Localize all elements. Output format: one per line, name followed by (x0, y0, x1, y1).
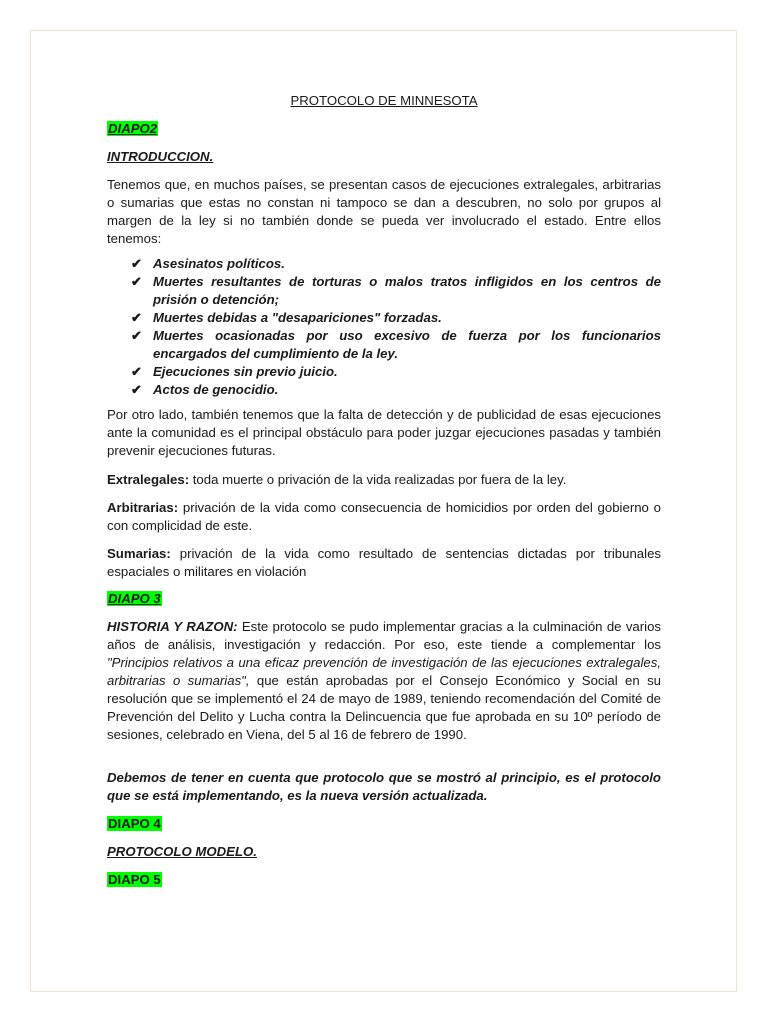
definition-arbitrarias (107, 499, 661, 535)
def-arbitrarias: privación de la vida como consecuencia de homicidios por orden del gobierno o con complicidad de este. (107, 500, 661, 533)
checkmark-icon: ✔ (131, 274, 143, 289)
list-item: ✔ Actos de genocidio. (131, 382, 279, 397)
diapo2-label: DIAPO2 (108, 121, 158, 136)
document-title: PROTOCOLO DE MINNESOTA (290, 93, 478, 108)
definition-sumarias (107, 545, 661, 581)
principios-quote: "Principios relativos a una eficaz prevención de investigación de las ejecuciones extralegales, arbitrarias o sumarias", (107, 655, 661, 688)
def-sumarias: privación de la vida como resultado de sentencias dictadas por tribunales espaciales o militares en violación (107, 546, 661, 579)
definition-extralegales (107, 471, 661, 489)
slide-marker-diapo5 (107, 871, 661, 889)
diapo4-label: DIAPO 4 (108, 816, 161, 831)
list-item: ✔ Muertes ocasionadas por uso excesivo de fuerza por los funcionarios encargados del cumplimiento de la ley. (131, 328, 661, 361)
checkmark-icon: ✔ (131, 364, 143, 379)
slide-marker-diapo4 (107, 815, 661, 833)
protocolo-modelo-heading: PROTOCOLO MODELO. (107, 844, 257, 859)
checkmark-icon: ✔ (131, 328, 143, 343)
term-sumarias: Sumarias: (107, 546, 171, 561)
term-arbitrarias: Arbitrarias: (107, 500, 179, 515)
list-item: ✔ Muertes debidas a "desapariciones" forzadas. (131, 310, 442, 325)
historia-heading: HISTORIA Y RAZON: (107, 619, 238, 634)
diapo3-label: DIAPO 3 (108, 591, 161, 606)
historia-paragraph: HISTORIA Y RAZON: Este protocolo se pudo implementar gracias a la culminación de varios años de análisis, investigación y redacción. Por eso, este tiende a complementar los "Principios relativos a una eficaz prevención de investigación de las ejecuciones extralegales, arbitrarias o sumarias", que están aprobadas por el Consejo Económico y Social en su resolución que se implementó el 24 de mayo de 1989, teniendo recomendación del Comité de Prevención del Delito y Lucha contra la Delincuencia que fue aprobada en su 10º período de sesiones, celebrado en Viena, del 5 al 16 de febrero de 1990. (107, 619, 661, 742)
executions-list (107, 255, 661, 399)
list-item: ✔ Asesinatos políticos. (131, 256, 285, 271)
list-item: ✔ Ejecuciones sin previo juicio. (131, 364, 338, 379)
checkmark-icon: ✔ (131, 382, 143, 397)
list-item: ✔ Muertes resultantes de torturas o malos tratos infligidos en los centros de prisión o detención; (131, 274, 661, 307)
document-page (30, 30, 737, 992)
slide-marker-diapo3 (107, 590, 661, 608)
checkmark-icon: ✔ (131, 310, 143, 325)
introduccion-heading: INTRODUCCION. (107, 149, 214, 164)
checkmark-icon: ✔ (131, 256, 143, 271)
slide-marker-diapo2 (107, 120, 661, 138)
debemos-paragraph: Debemos de tener en cuenta que protocolo que se mostró al principio, es el protocolo que se está implementando, es la nueva versión actualizada. (107, 770, 661, 803)
term-extralegales: Extralegales: (107, 472, 190, 487)
def-extralegales: toda muerte o privación de la vida realizadas por fuera de la ley. (189, 472, 567, 487)
intro-paragraph: Tenemos que, en muchos países, se presentan casos de ejecuciones extralegales, arbitrarias o sumarias que estas no constan ni tampoco se dan a descubren, no solo por grupos al margen de la ley si no también donde se pueda ver involucrado el estado. Entre ellos tenemos: (107, 177, 661, 246)
diapo5-label: DIAPO 5 (108, 872, 161, 887)
paragraph-otro-lado: Por otro lado, también tenemos que la falta de detección y de publicidad de esas ejecuciones ante la comunidad es el principal obstáculo para poder juzgar ejecuciones pasadas y también prevenir ejecuciones futuras. (107, 407, 661, 458)
